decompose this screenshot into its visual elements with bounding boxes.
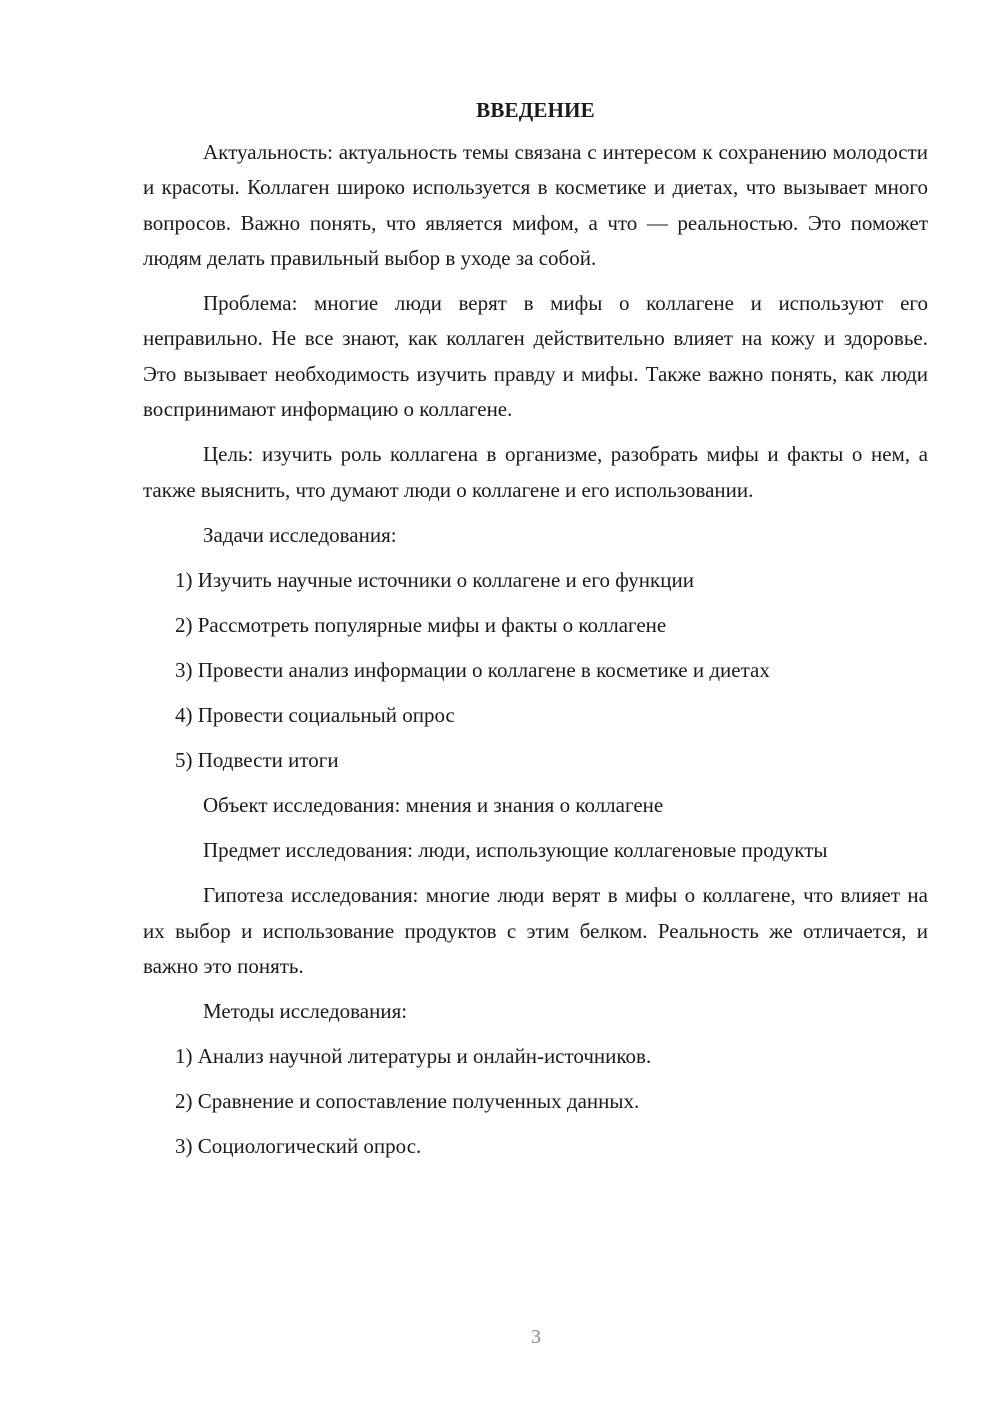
- list-item: 3) Социологический опрос.: [175, 1134, 422, 1159]
- methods-heading: Методы исследования:: [203, 999, 408, 1024]
- problem-paragraph: Проблема: многие люди верят в мифы о коллагене и используют его неправильно. Не все знают, как коллаген действительно влияет на кожу и здоровье. Это вызывает необходимость изучить правду и мифы. Также важно понять, как люди воспринимают информацию о коллагене.: [143, 291, 928, 422]
- list-item: 4) Провести социальный опрос: [175, 702, 455, 727]
- object-line: Объект исследования: мнения и знания о коллагене: [203, 792, 664, 817]
- list-item: 5) Подвести итоги: [175, 747, 339, 772]
- hypothesis-paragraph: Гипотеза исследования: многие люди верят в мифы о коллагене, что влияет на их выбор и использование продуктов с этим белком. Реальность же отличается, и важно это понять.: [143, 883, 928, 978]
- tasks-list: [143, 563, 928, 778]
- document-page: [143, 92, 928, 1174]
- list-item: 2) Рассмотреть популярные мифы и факты о коллагене: [175, 612, 667, 637]
- list-item: 3) Провести анализ информации о коллагене в косметике и диетах: [175, 657, 770, 682]
- list-item: 1) Анализ научной литературы и онлайн-источников.: [175, 1044, 652, 1069]
- tasks-heading: Задачи исследования:: [203, 522, 397, 547]
- relevance-paragraph: Актуальность: актуальность темы связана с интересом к сохранению молодости и красоты. Коллаген широко используется в косметике и диетах, что вызывает много вопросов. Важно понять, что является мифом, а что — реальностью. Это поможет людям делать правильный выбор в уходе за собой.: [143, 140, 928, 270]
- section-title: ВВЕДЕНИЕ: [476, 98, 595, 122]
- subject-paragraph: Предмет исследования: люди, использующие коллагеновые продукты: [203, 837, 828, 862]
- list-item: 1) Изучить научные источники о коллагене и его функции: [175, 567, 694, 592]
- page-number: 3: [531, 1326, 541, 1348]
- methods-list: [143, 1039, 928, 1164]
- goal-paragraph: Цель: изучить роль коллагена в организме, разобрать мифы и факты о нем, а также выяснить, что думают люди о коллагене и его использовании.: [143, 442, 928, 502]
- list-item: 2) Сравнение и сопоставление полученных данных.: [175, 1089, 640, 1114]
